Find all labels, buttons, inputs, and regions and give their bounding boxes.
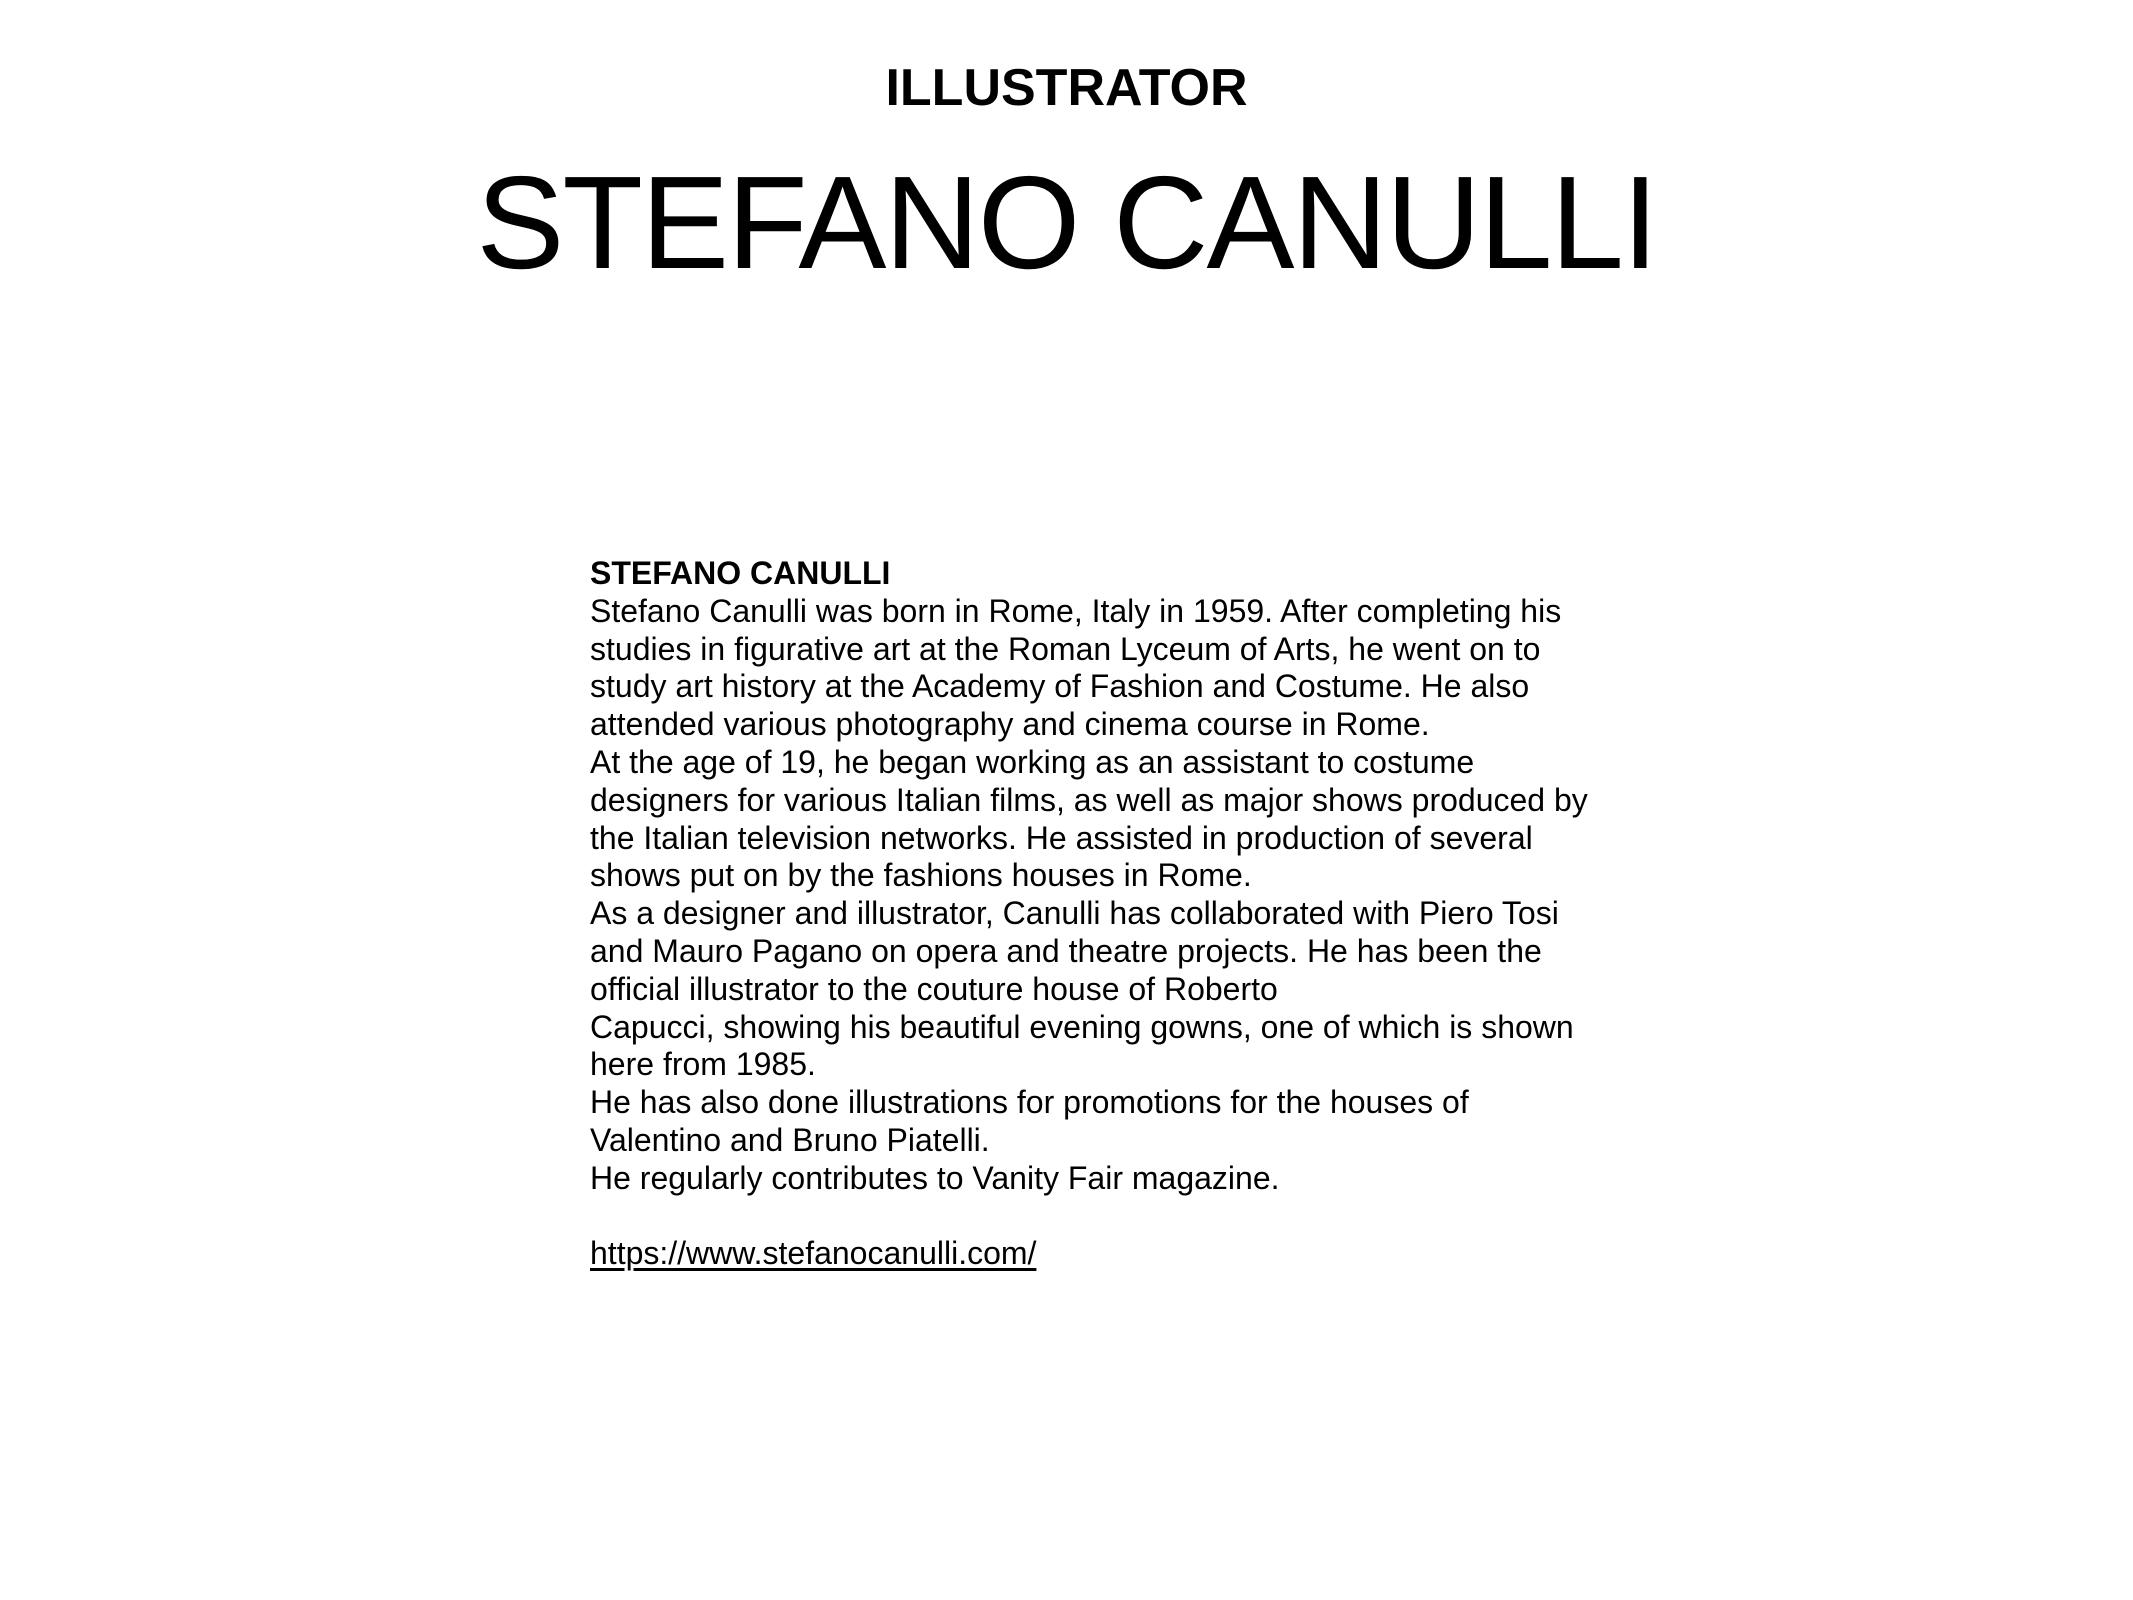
bio-line: here from 1985. — [590, 1046, 816, 1083]
bio-line: study art history at the Academy of Fashion and Costume. He also — [590, 668, 1530, 705]
bio-line: and Mauro Pagano on opera and theatre projects. He has been the — [590, 932, 1542, 969]
bio-line: attended various photography and cinema course in Rome. — [590, 706, 1430, 743]
bio-heading: STEFANO CANULLI — [590, 555, 891, 591]
bio-section — [590, 555, 1590, 1273]
bio-line: the Italian television networks. He assisted in production of several — [590, 819, 1533, 856]
bio-line: designers for various Italian films, as well as major shows produced by — [590, 781, 1588, 818]
bio-line: official illustrator to the couture house of Roberto — [590, 970, 1278, 1007]
bio-line: As a designer and illustrator, Canulli has collaborated with Piero Tosi — [590, 895, 1559, 932]
bio-line: He has also done illustrations for promotions for the houses of — [590, 1084, 1469, 1121]
bio-line: Capucci, showing his beautiful evening gowns, one of which is shown — [590, 1008, 1574, 1045]
bio-line: Stefano Canulli was born in Rome, Italy in 1959. After completing his — [590, 592, 1562, 629]
bio-line: shows put on by the fashions houses in Rome. — [590, 857, 1252, 894]
paragraph-spacer — [590, 1198, 1590, 1236]
page-title: STEFANO CANULLI — [476, 149, 1657, 296]
website-link[interactable]: https://www.stefanocanulli.com/ — [590, 1235, 1037, 1272]
bio-line: studies in figurative art at the Roman Lyceum of Arts, he went on to — [590, 630, 1541, 667]
bio-line: Valentino and Bruno Piatelli. — [590, 1121, 990, 1158]
bio-line: He regularly contributes to Vanity Fair magazine. — [590, 1159, 1280, 1196]
eyebrow-label: ILLUSTRATOR — [885, 59, 1248, 117]
bio-line: At the age of 19, he began working as an assistant to costume — [590, 743, 1475, 780]
